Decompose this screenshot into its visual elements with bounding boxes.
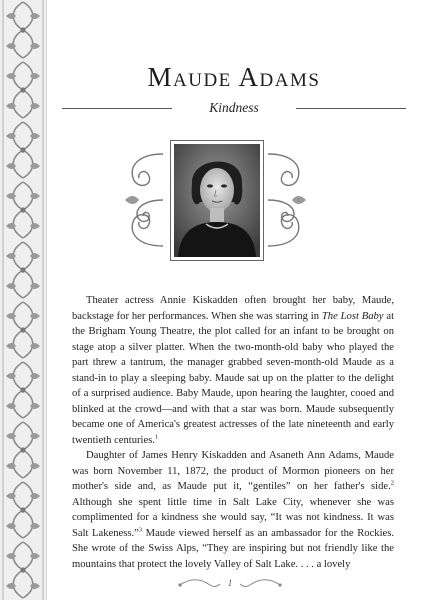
footnote-ref[interactable]: 1 <box>154 432 159 440</box>
page-title: Maude Adams <box>147 62 321 92</box>
chapter-subtitle: Kindness <box>209 100 259 115</box>
subtitle-row <box>62 100 406 118</box>
filigree-ornament-icon <box>0 0 46 600</box>
footnote-ref[interactable]: 3 <box>138 525 143 533</box>
scroll-ornament-left-icon <box>119 148 165 253</box>
scroll-ornament-right-icon <box>266 148 312 253</box>
paragraph-1: Theater actress Annie Kiskadden often brought her baby, Maude, backstage for her performances. When she was starring in The Lost Baby at the Brigham Young Theatre, the plot called for an infant to be brought on stage atop a silver platter. When the two-month-old baby who played the part threw a tantrum, the manager grabbed seven-month-old Maude as a stand-in to play a sleeping baby. Maude sat up on the platter to the delight of a surprised audience. Baby Maude, upon hearing the laughter, cooed and blinked at the crowd—and with that a star was born. Maude subsequently became one of America's greatest actresses of the late nineteenth and early twentieth centuries.$^1$ <box>72 295 395 446</box>
body-text <box>72 293 394 572</box>
footnote-ref[interactable]: 2 <box>390 479 394 487</box>
portrait-photo-icon <box>174 144 260 257</box>
decorative-border <box>0 0 47 600</box>
page-footer <box>170 578 290 592</box>
paragraph-2: Daughter of James Henry Kiskadden and Asaneth Ann Adams, Maude was born November 11, 1872, the product of Mormon pioneers on her mother's side and, as Maude put it, “gentiles” on her father's side.$^2$ Although she spent little time in Salt Lake City, whenever she was complimented for a kindness she would say, “It was not kindness. It was Salt Lakeness.”$^3$ Maude viewed herself as an ambassador for the Rockies. She wrote of the Swiss Alps, “They are inspiring but not friendly like the mountains that protect the lovely Valley of Salt Lake. . . . a lovely <box>72 450 394 570</box>
page-number: 1 <box>227 578 233 588</box>
portrait-frame <box>170 140 264 261</box>
